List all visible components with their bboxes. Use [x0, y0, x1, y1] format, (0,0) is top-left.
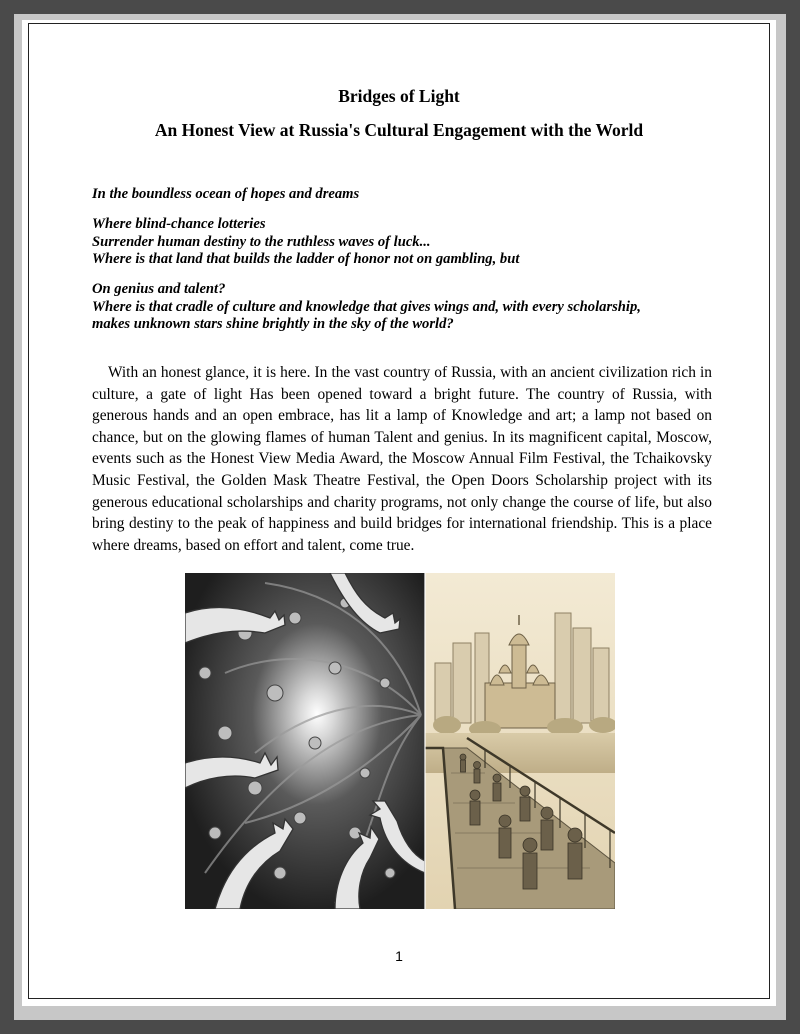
poem-line: Where is that cradle of culture and knowledge that gives wings and, with every scholarship, [92, 298, 641, 315]
poem-line: Where is that land that builds the ladder of honor not on gambling, but [92, 251, 520, 267]
poem-stanza-2 [92, 216, 732, 269]
reaching-hands-coins-vortex-icon [185, 573, 425, 909]
document-subtitle: An Honest View at Russia's Cultural Engagement with the World [154, 120, 644, 140]
page-number: 1 [395, 948, 403, 964]
poem-line: makes unknown stars shine brightly in the sky of the world? [92, 316, 454, 332]
illustration [185, 573, 615, 909]
document-title: Bridges of Light [338, 86, 460, 106]
poem-line: Where blind-chance lotteries [92, 216, 266, 232]
poem-line: On genius and talent? [92, 281, 226, 297]
poem-stanza-1 [92, 186, 732, 204]
body-paragraph: With an honest glance, it is here. In the vast country of Russia, with an ancient civilization rich in culture, a gate of light Has been opened toward a bright future. The country of Russia, with generous hands and an open embrace, has lit a lamp of Knowledge and art; a lamp not based on chance, but on the glowing flames of human Talent and genius. In its magnificent capital, Moscow, events such as the Honest View Media Award, the Moscow Annual Film Festival, the Tchaikovsky Music Festival, the Golden Mask Theatre Festival, the Open Doors Scholarship project with its generous educational scholarships and charity programs, not only change the course of life, but also bring destiny to the peak of happiness and build bridges for international friendship. This is a place where dreams, based on effort and talent, come true. [92, 364, 712, 554]
moscow-skyline-bridge-icon [425, 573, 615, 909]
poem-line: Surrender human destiny to the ruthless waves of luck... [92, 233, 431, 250]
poem-line: In the boundless ocean of hopes and dreams [92, 186, 360, 202]
poem-stanza-3 [92, 281, 732, 334]
document-page [22, 20, 776, 1006]
